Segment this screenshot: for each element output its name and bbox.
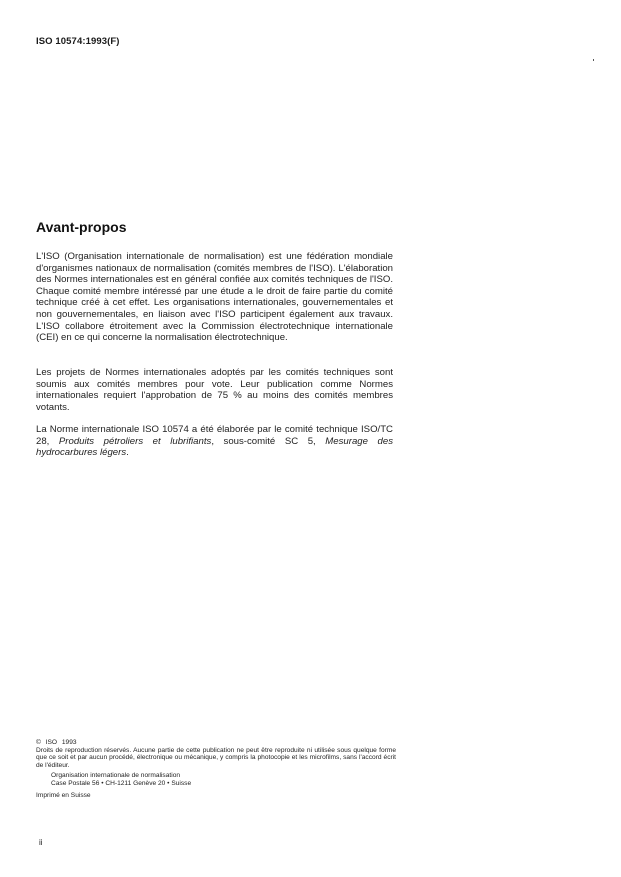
paragraph-voting: Les projets de Normes internationales adoptés par les comités techniques sont soumis aux comités membres pour vote. Leur publication comme Normes internationales requiert l'approbation de 75 % au moins des comités membres votants.: [36, 367, 393, 413]
paragraph-iso-description: L'ISO (Organisation internationale de normalisation) est une fédération mondiale d'organismes nationaux de normalisation (comités membres de l'ISO). L'élaboration des Normes internationales est en général confiée aux comités techniques de l'ISO. Chaque comité membre intéressé par une étude a le droit de faire partie du comité technique créé à cet effet. Les organisations internationales, gouvernementales et non gouvernementales, en liaison avec l'ISO participent également aux travaux. L'ISO collabore étroitement avec la Commission électrotechnique internationale (CEI) en ce qui concerne la normalisation électrotechnique.: [36, 251, 393, 344]
scan-artifact: [593, 59, 594, 61]
committee-text-1: La Norme internationale ISO 10574 a été élaborée par le comité technique ISO/TC 28,: [36, 424, 393, 447]
page-number: ii: [39, 838, 43, 847]
address-organisation: Organisation internationale de normalisation: [51, 772, 181, 780]
subcommittee-title: Mesurage des hydrocarbures légers: [36, 435, 393, 459]
committee-title: Produits pétroliers et lubrifiants: [58, 435, 212, 447]
copyright-footer: [36, 739, 396, 799]
publisher-address: [51, 772, 396, 787]
committee-text-3: .: [126, 447, 129, 459]
paragraph-committee: [36, 424, 393, 459]
committee-text-2: , sous-comité SC 5,: [211, 435, 326, 447]
document-identifier: ISO 10574:1993(F): [36, 36, 120, 47]
rights-statement: Droits de reproduction réservés. Aucune partie de cette publication ne peut être reproduite ni utilisée sous quelque forme que ce soit et par aucun procédé, électronique ou mécanique, y compris la photocopie et les microfilms, sans l'accord écrit de l'éditeur.: [36, 746, 396, 769]
copyright-notice: © ISO 1993: [36, 739, 77, 746]
section-title: Avant-propos: [36, 219, 127, 235]
printed-in: Imprimé en Suisse: [36, 791, 91, 799]
address-postal: Case Postale 56 • CH-1211 Genève 20 • Suisse: [51, 779, 192, 787]
